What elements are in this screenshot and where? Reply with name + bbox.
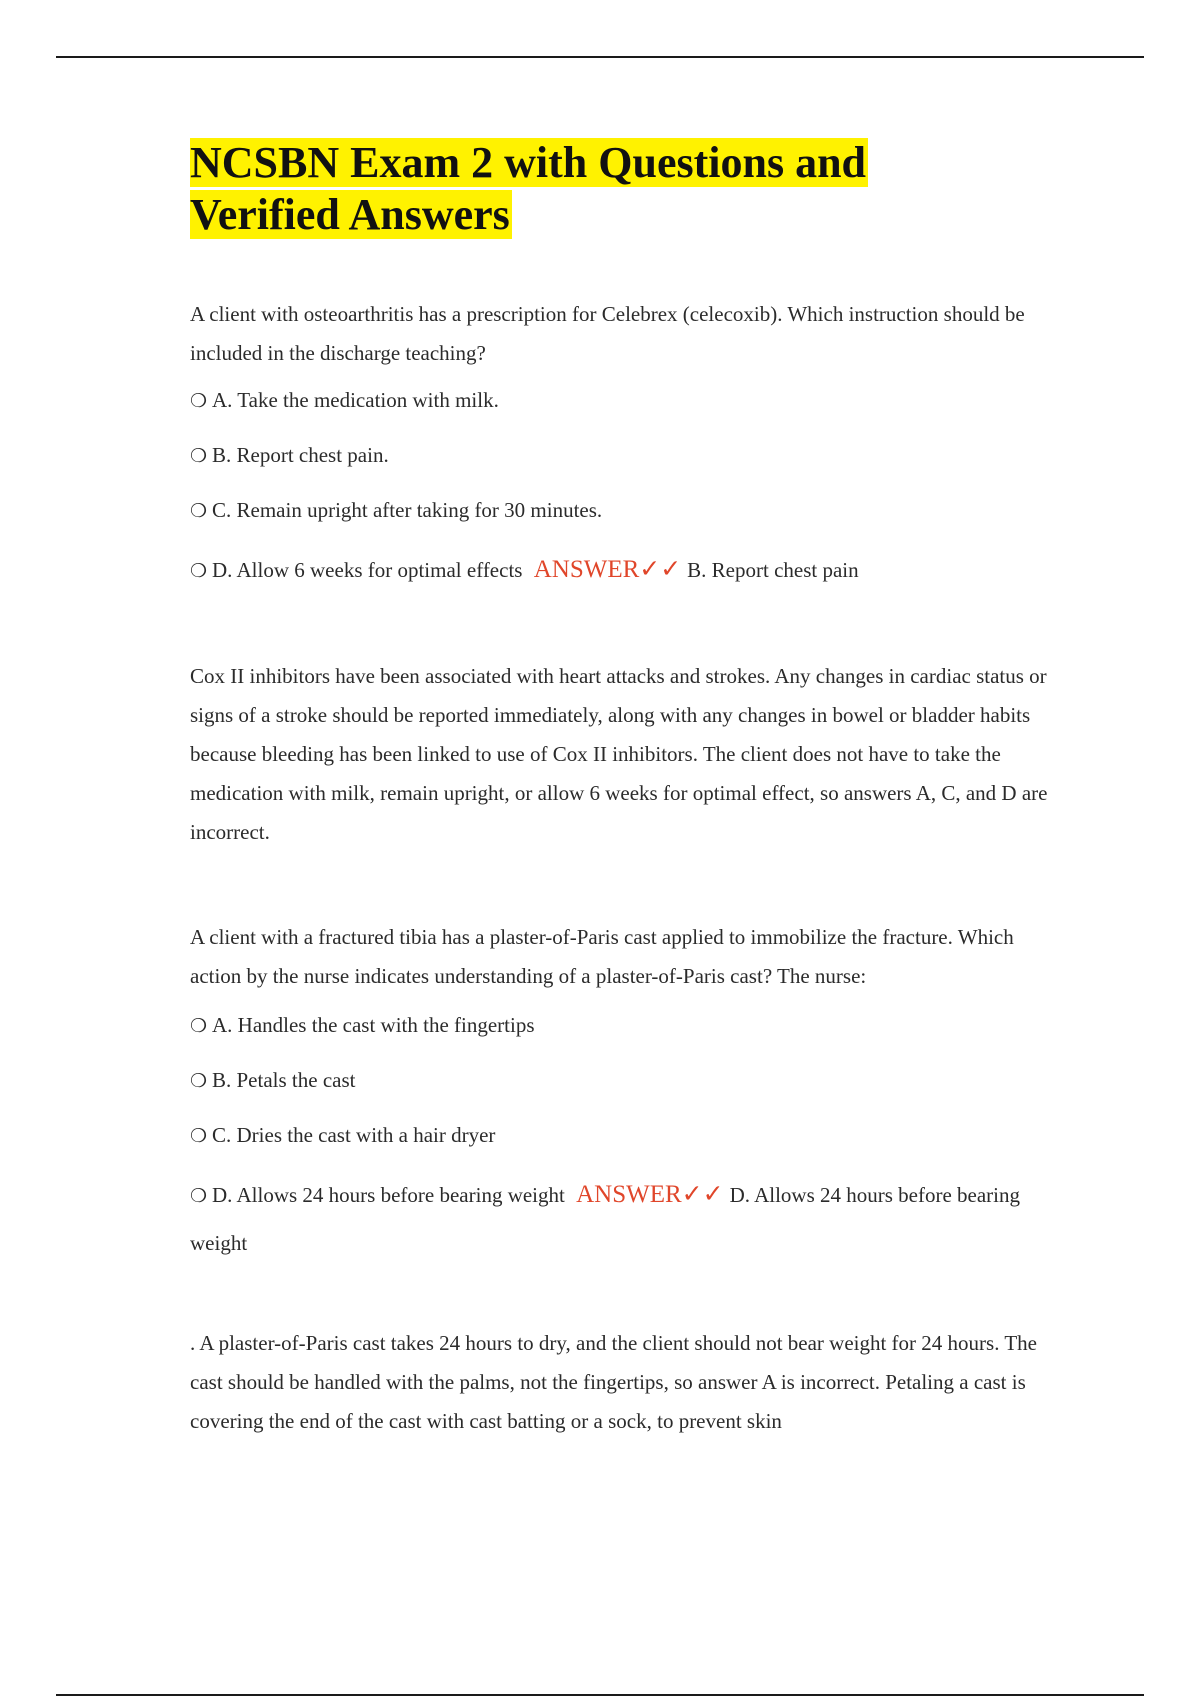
option-text: A. Take the medication with milk.	[212, 388, 499, 412]
option-text: D. Allows 24 hours before bearing weight	[212, 1183, 565, 1207]
title-line-1: NCSBN Exam 2 with Questions and	[190, 138, 867, 187]
option-text: C. Dries the cast with a hair dryer	[212, 1123, 496, 1147]
answer-label: ANSWER✓✓	[576, 1181, 724, 1208]
top-rule	[56, 56, 1144, 58]
document-title	[190, 137, 1070, 241]
radio-bullet-icon: ❍	[190, 391, 208, 412]
radio-bullet-icon: ❍	[190, 561, 208, 582]
option-d-with-answer	[190, 547, 1070, 595]
radio-bullet-icon: ❍	[190, 1071, 208, 1092]
option-b	[190, 1065, 1070, 1097]
explanation: Cox II inhibitors have been associated with heart attacks and strokes. Any changes in cardiac status or signs of a stroke should be reported immediately, along with any changes in bowel or bladder habits because bleeding has been linked to use of Cox II inhibitors. The client does not have to take the medication with milk, remain upright, or allow 6 weeks for optimal effect, so answers A, C, and D are incorrect.	[190, 664, 1048, 844]
radio-bullet-icon: ❍	[190, 1126, 208, 1147]
option-b	[190, 440, 1070, 472]
question-stem: A client with a fractured tibia has a plaster-of-Paris cast applied to immobilize the fracture. Which action by the nurse indicates understanding of a plaster-of-Paris cast? The nurse:	[190, 925, 1014, 988]
option-text: B. Report chest pain.	[212, 443, 389, 467]
option-text: D. Allow 6 weeks for optimal effects	[212, 558, 523, 582]
answer-text: D. Allows 24 hours before bearing weight	[190, 1183, 1021, 1255]
document-body	[190, 137, 1070, 1441]
answer-label: ANSWER✓✓	[533, 556, 682, 583]
radio-bullet-icon: ❍	[190, 446, 208, 467]
title-line-2: Verified Answers	[190, 190, 510, 239]
option-a	[190, 385, 1070, 417]
option-c	[190, 495, 1070, 527]
option-text: A. Handles the cast with the fingertips	[212, 1013, 535, 1037]
option-text: B. Petals the cast	[212, 1068, 356, 1092]
radio-bullet-icon: ❍	[190, 1186, 208, 1207]
radio-bullet-icon: ❍	[190, 1016, 208, 1037]
explanation: . A plaster-of-Paris cast takes 24 hours to dry, and the client should not bear weight for 24 hours. The cast should be handled with the palms, not the fingertips, so answer A is incorrect. Petaling a cast is covering the end of the cast with cast batting or a sock, to prevent skin	[190, 1331, 1037, 1433]
answer-text: B. Report chest pain	[687, 558, 859, 582]
bottom-rule	[56, 1694, 1144, 1696]
option-text: C. Remain upright after taking for 30 minutes.	[212, 498, 603, 522]
option-a	[190, 1010, 1070, 1042]
radio-bullet-icon: ❍	[190, 501, 208, 522]
question-stem: A client with osteoarthritis has a prescription for Celebrex (celecoxib). Which instruction should be included in the discharge teaching?	[190, 302, 1025, 365]
option-d-with-answer	[190, 1172, 1070, 1266]
option-c	[190, 1120, 1070, 1152]
